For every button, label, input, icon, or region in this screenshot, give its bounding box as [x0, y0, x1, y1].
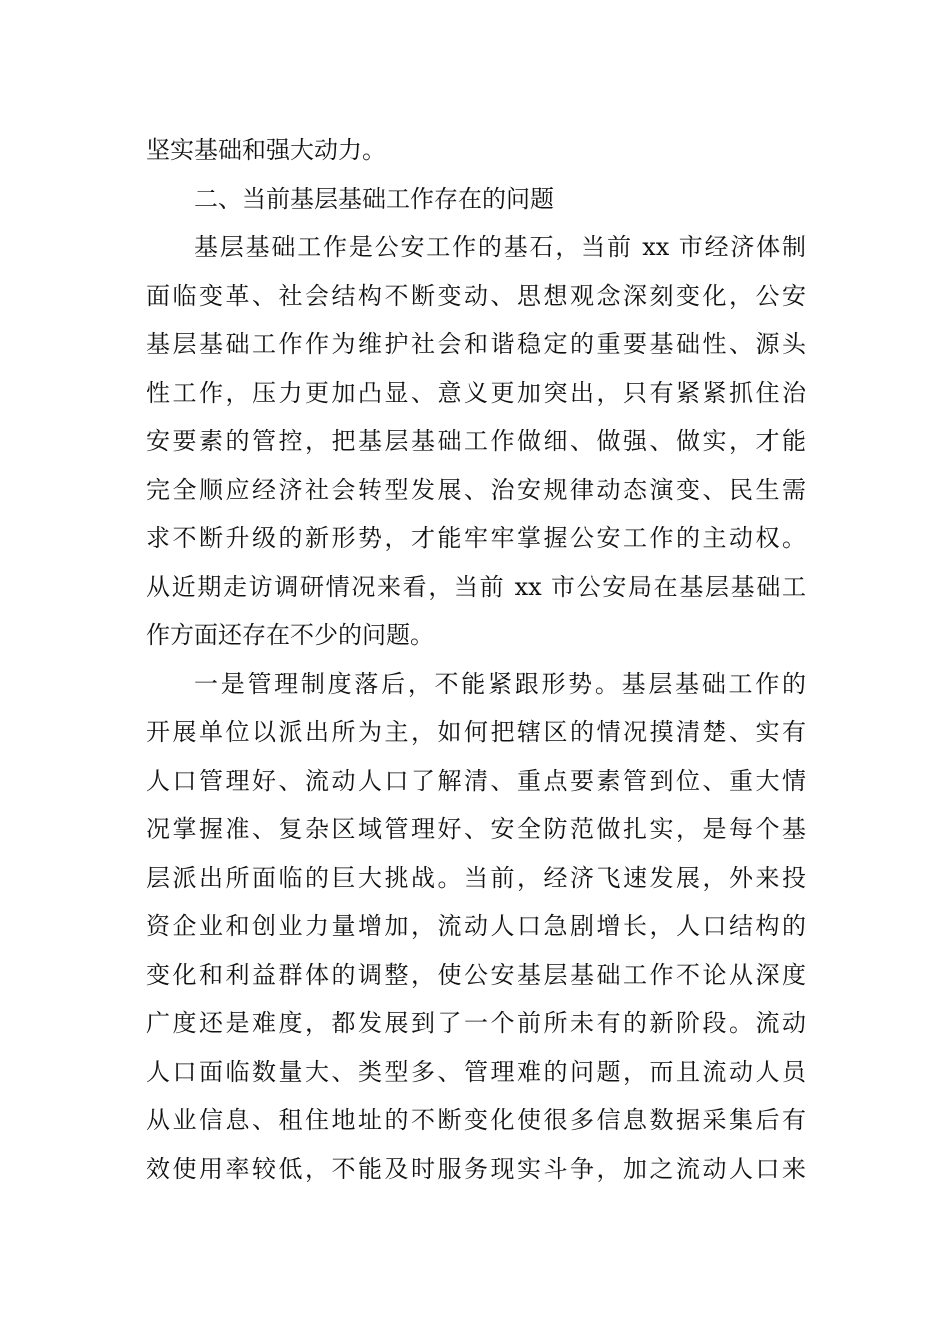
text-line-9: 求不断升级的新形势，才能牢牢掌握公安工作的主动权。 [146, 524, 806, 552]
text-line-10: 从近期走访调研情况来看，当前 xx 市公安局在基层基础工 [146, 572, 806, 601]
text-line-17: 资企业和创业力量增加，流动人口急剧增长，人口结构的 [146, 912, 806, 940]
text-line-16: 层派出所面临的巨大挑战。当前，经济飞速发展，外来投 [146, 863, 806, 892]
text-line-15: 况掌握准、复杂区域管理好、安全防范做扎实，是每个基 [146, 815, 806, 843]
text-line-14: 人口管理好、流动人口了解清、重点要素管到位、重大情 [146, 766, 806, 795]
text-line-11: 作方面还存在不少的问题。 [146, 621, 434, 649]
section-heading: 二、当前基层基础工作存在的问题 [194, 184, 554, 213]
text-line-12: 一是管理制度落后，不能紧跟形势。基层基础工作的 [194, 669, 806, 698]
text-line-22: 效使用率较低，不能及时服务现实斗争，加之流动人口来 [146, 1154, 806, 1183]
text-line-4: 面临变革、社会结构不断变动、思想观念深刻变化，公安 [146, 281, 806, 310]
text-line-6: 性工作，压力更加凸显、意义更加突出，只有紧紧抓住治 [146, 378, 806, 407]
text-line-21: 从业信息、租住地址的不断变化使很多信息数据采集后有 [146, 1106, 806, 1134]
text-line-5: 基层基础工作作为维护社会和谐稳定的重要基础性、源头 [146, 330, 806, 358]
text-line-13: 开展单位以派出所为主，如何把辖区的情况摸清楚、实有 [146, 718, 806, 746]
document-body [146, 126, 806, 1193]
text-line-1: 坚实基础和强大动力。 [146, 136, 386, 164]
text-line-7: 安要素的管控，把基层基础工作做细、做强、做实，才能 [146, 427, 806, 455]
text-line-18: 变化和利益群体的调整，使公安基层基础工作不论从深度 [146, 960, 806, 989]
text-line-20: 人口面临数量大、类型多、管理难的问题，而且流动人员 [146, 1057, 806, 1086]
text-line-3: 基层基础工作是公安工作的基石，当前 xx 市经济体制 [194, 233, 806, 261]
text-line-19: 广度还是难度，都发展到了一个前所未有的新阶段。流动 [146, 1009, 806, 1037]
text-line-8: 完全顺应经济社会转型发展、治安规律动态演变、民生需 [146, 475, 806, 504]
